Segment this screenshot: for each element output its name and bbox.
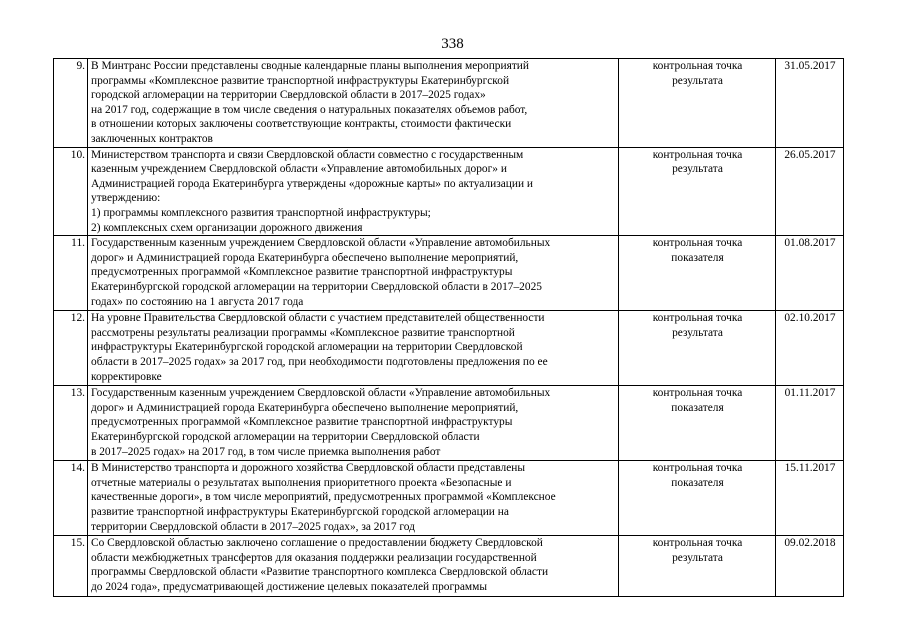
description-line: программы «Комплексное развитие транспортной инфраструктуры Екатеринбургской bbox=[91, 74, 510, 87]
table-row bbox=[54, 311, 844, 386]
description-line: годах» по состоянию на 1 августа 2017 года bbox=[91, 295, 304, 308]
row-description bbox=[88, 59, 619, 148]
description-line: территории Свердловской области в 2017–2025 годах», за 2017 год bbox=[91, 520, 415, 533]
description-line: 2) комплексных схем организации дорожного движения bbox=[91, 221, 363, 234]
description-line: дорог» и Администрацией города Екатеринбурга обеспечено выполнение мероприятий, bbox=[91, 251, 519, 264]
description-line: казенным учреждением Свердловской области «Управление автомобильных дорог» и bbox=[91, 163, 507, 176]
description-line: В Минтранс России представлены сводные календарные планы выполнения мероприятий bbox=[91, 60, 529, 72]
type-line: контрольная точка bbox=[652, 537, 743, 550]
row-description bbox=[88, 236, 619, 311]
type-line: контрольная точка bbox=[652, 148, 743, 161]
row-description bbox=[88, 147, 619, 236]
row-date: 01.11.2017 bbox=[776, 386, 844, 461]
table-body bbox=[54, 59, 844, 597]
row-type bbox=[619, 147, 776, 236]
row-number: 12. bbox=[54, 311, 88, 386]
page-number: 338 bbox=[441, 36, 464, 52]
description-line: Государственным казенным учреждением Свердловской области «Управление автомобильных bbox=[91, 387, 551, 400]
type-line: показателя bbox=[671, 401, 724, 414]
description-line: предусмотренных программой «Комплексное развитие транспортной инфраструктуры bbox=[91, 266, 513, 279]
description-line: качественные дороги», в том числе мероприятий, предусмотренных программой «Комплексное bbox=[91, 491, 556, 504]
description-line: В Министерство транспорта и дорожного хозяйства Свердловской области представлены bbox=[91, 462, 525, 475]
table-row bbox=[54, 236, 844, 311]
description-line: Министерством транспорта и связи Свердловской области совместно с государственным bbox=[91, 148, 524, 161]
description-line: развитие транспортной инфраструктуры Екатеринбургской городской агломерации на bbox=[91, 505, 509, 518]
description-line: Администрацией города Екатеринбурга утверждены «дорожные карты» по актуализации и bbox=[91, 177, 533, 190]
description-line: инфраструктуры Екатеринбургской городской агломерации на территории Свердловской bbox=[91, 341, 523, 354]
type-line: результата bbox=[672, 326, 723, 339]
row-number: 11. bbox=[54, 236, 88, 311]
description-line: Со Свердловской областью заключено соглашение о предоставлении бюджету Свердловской bbox=[91, 537, 543, 550]
row-type bbox=[619, 311, 776, 386]
type-line: контрольная точка bbox=[652, 237, 743, 250]
description-line: в 2017–2025 годах» на 2017 год, в том числе приемка выполнения работ bbox=[91, 445, 441, 458]
row-number: 15. bbox=[54, 536, 88, 597]
description-line: до 2024 года», предусматривающей достижение целевых показателей программы bbox=[91, 580, 487, 593]
row-description bbox=[88, 311, 619, 386]
row-date: 09.02.2018 bbox=[776, 536, 844, 597]
description-line: Екатеринбургской городской агломерации на территории Свердловской области bbox=[91, 430, 480, 443]
type-line: контрольная точка bbox=[652, 387, 743, 400]
description-line: области в 2017–2025 годах» за 2017 год, при необходимости подготовлены предложения по ее bbox=[91, 355, 548, 368]
type-line: результата bbox=[672, 551, 723, 564]
type-line: контрольная точка bbox=[652, 312, 743, 325]
table-row bbox=[54, 536, 844, 597]
row-description bbox=[88, 386, 619, 461]
control-points-table bbox=[53, 58, 844, 597]
type-line: результата bbox=[672, 163, 723, 176]
row-number: 13. bbox=[54, 386, 88, 461]
type-line: показателя bbox=[671, 476, 724, 489]
row-number: 10. bbox=[54, 147, 88, 236]
description-line: Екатеринбургской городской агломерации на территории Свердловской области в 2017–2025 bbox=[91, 280, 542, 293]
row-description bbox=[88, 461, 619, 536]
row-date: 01.08.2017 bbox=[776, 236, 844, 311]
row-date: 02.10.2017 bbox=[776, 311, 844, 386]
description-line: корректировке bbox=[91, 370, 162, 383]
description-line: предусмотренных программой «Комплексное развитие транспортной инфраструктуры bbox=[91, 416, 513, 429]
table-row bbox=[54, 147, 844, 236]
row-type bbox=[619, 386, 776, 461]
table-row bbox=[54, 59, 844, 148]
row-date: 15.11.2017 bbox=[776, 461, 844, 536]
description-line: городской агломерации на территории Свердловской области в 2017–2025 годах» bbox=[91, 89, 486, 102]
description-line: отчетные материалы о результатах выполнения приоритетного проекта «Безопасные и bbox=[91, 476, 512, 489]
table-row bbox=[54, 386, 844, 461]
description-line: рассмотрены результаты реализации программы «Комплексное развитие транспортной bbox=[91, 326, 515, 339]
description-line: области межбюджетных трансфертов для оказания поддержки реализации государственной bbox=[91, 551, 537, 564]
type-line: показателя bbox=[671, 251, 724, 264]
description-line: на 2017 год, содержащие в том числе сведения о натуральных показателях объемов работ, bbox=[91, 103, 528, 116]
row-type bbox=[619, 236, 776, 311]
type-line: результата bbox=[672, 74, 723, 87]
description-line: программы Свердловской области «Развитие транспортного комплекса Свердловской области bbox=[91, 566, 549, 579]
description-line: утверждению: bbox=[91, 192, 161, 205]
row-date: 26.05.2017 bbox=[776, 147, 844, 236]
description-line: заключенных контрактов bbox=[91, 132, 213, 145]
table-row bbox=[54, 461, 844, 536]
row-type bbox=[619, 536, 776, 597]
description-line: Государственным казенным учреждением Свердловской области «Управление автомобильных bbox=[91, 237, 551, 250]
description-line: На уровне Правительства Свердловской области с участием представителей общественности bbox=[91, 312, 545, 325]
row-number: 14. bbox=[54, 461, 88, 536]
description-line: 1) программы комплексного развития транспортной инфраструктуры; bbox=[91, 206, 431, 219]
type-line: контрольная точка bbox=[652, 60, 743, 72]
description-line: дорог» и Администрацией города Екатеринбурга обеспечено выполнение мероприятий, bbox=[91, 401, 519, 414]
row-number: 9. bbox=[54, 59, 88, 148]
row-type bbox=[619, 59, 776, 148]
type-line: контрольная точка bbox=[652, 462, 743, 475]
description-line: в отношении которых заключены соответствующие контракты, стоимости фактически bbox=[91, 118, 512, 131]
row-date: 31.05.2017 bbox=[776, 59, 844, 148]
row-description bbox=[88, 536, 619, 597]
row-type bbox=[619, 461, 776, 536]
